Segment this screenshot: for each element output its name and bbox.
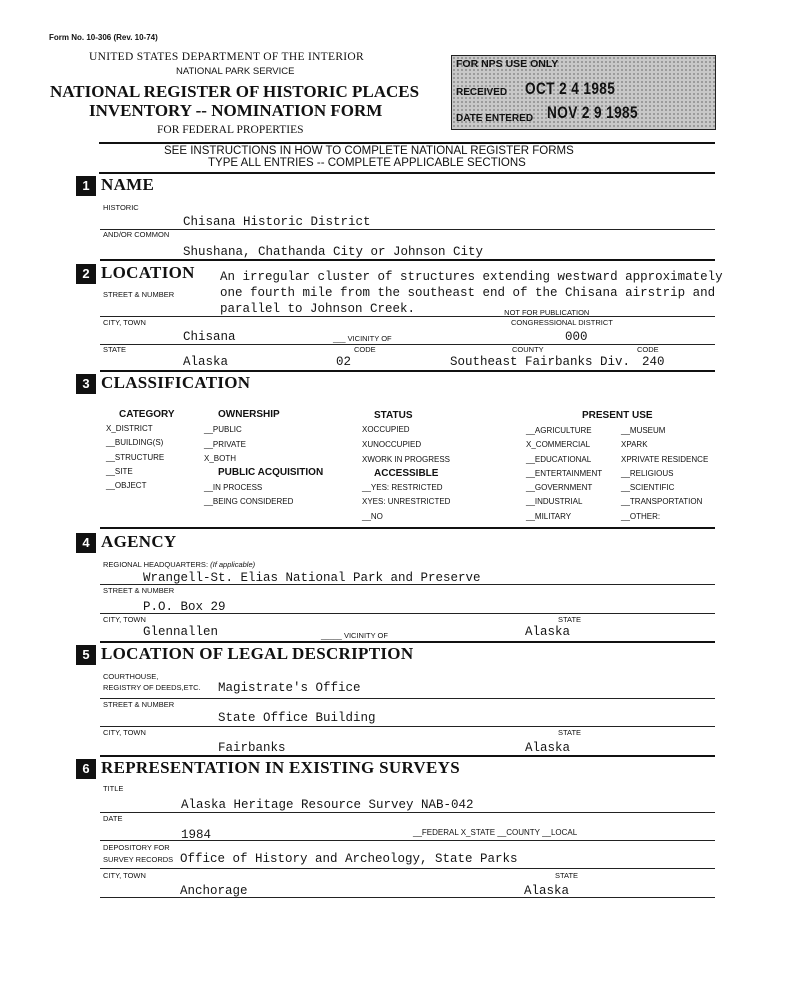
section-2-title: LOCATION: [101, 263, 195, 282]
category-item: __SITE: [106, 467, 133, 476]
service-heading: NATIONAL PARK SERVICE: [176, 66, 295, 77]
depository-value: Office of History and Archeology, State Parks: [180, 852, 518, 866]
use-item: XPARK: [621, 440, 648, 449]
regional-hq-note: (If applicable): [210, 560, 256, 569]
public-acquisition-heading: PUBLIC ACQUISITION: [218, 467, 324, 478]
historic-name-value: Chisana Historic District: [183, 215, 371, 229]
agency-street-value: P.O. Box 29: [143, 600, 226, 614]
not-for-publication: _NOT FOR PUBLICATION: [500, 308, 590, 317]
legal-city-label: CITY, TOWN: [103, 728, 146, 737]
use-item: __TRANSPORTATION: [621, 497, 703, 506]
ownership-heading: OWNERSHIP: [218, 409, 280, 420]
legal-state-label: STATE: [558, 728, 582, 737]
received-stamp: OCT 2 4 1985: [525, 79, 616, 98]
congressional-district-label: CONGRESSIONAL DISTRICT: [511, 318, 613, 327]
use-item: __OTHER:: [621, 512, 661, 521]
section-1-title: NAME: [101, 175, 155, 194]
use-item: __SCIENTIFIC: [621, 483, 675, 492]
accessible-item: __YES: RESTRICTED: [362, 483, 443, 492]
ownership-item: __PUBLIC: [204, 425, 242, 434]
agency-city-label: CITY, TOWN: [103, 615, 146, 624]
category-item: X_DISTRICT: [106, 424, 153, 433]
department-heading: UNITED STATES DEPARTMENT OF THE INTERIOR: [89, 51, 365, 63]
location-state-value: Alaska: [183, 355, 229, 369]
use-item: __INDUSTRIAL: [526, 497, 583, 506]
regional-hq-label-text: REGIONAL HEADQUARTERS:: [103, 560, 209, 569]
survey-date-label: DATE: [103, 814, 123, 823]
agency-state-label: STATE: [558, 615, 582, 624]
form-title-line2: INVENTORY -- NOMINATION FORM: [89, 101, 383, 120]
section-5-title: LOCATION OF LEGAL DESCRIPTION: [101, 644, 414, 663]
use-item: __MILITARY: [526, 512, 572, 521]
location-code-value: 02: [336, 355, 352, 369]
category-item: __STRUCTURE: [106, 453, 165, 462]
survey-city-label: CITY, TOWN: [103, 871, 146, 880]
location-city-label: CITY, TOWN: [103, 318, 146, 327]
location-county-label: COUNTY: [512, 345, 544, 354]
use-item: __RELIGIOUS: [621, 469, 674, 478]
congressional-district-value: 000: [565, 330, 588, 344]
courthouse-label-line2: REGISTRY OF DEEDS,ETC.: [103, 683, 201, 692]
present-use-heading: PRESENT USE: [582, 410, 653, 421]
use-item: __ENTERTAINMENT: [526, 469, 603, 478]
survey-date-value: 1984: [181, 828, 212, 842]
location-county-value: Southeast Fairbanks Div.: [450, 355, 631, 369]
courthouse-value: Magistrate's Office: [218, 681, 361, 695]
survey-state-value: Alaska: [524, 884, 570, 898]
use-item: __EDUCATIONAL: [526, 455, 592, 464]
form-subtitle: FOR FEDERAL PROPERTIES: [157, 124, 304, 136]
section-5-number: 5: [76, 645, 96, 665]
section-6-number: 6: [76, 759, 96, 779]
location-code-label: CODE: [354, 345, 376, 354]
agency-state-value: Alaska: [525, 625, 571, 639]
accessible-heading: ACCESSIBLE: [374, 468, 439, 479]
vicinity-label: ___ VICINITY OF: [333, 334, 392, 343]
category-item: __BUILDING(S): [106, 438, 164, 447]
location-state-label: STATE: [103, 345, 127, 354]
section-3-number: 3: [76, 374, 96, 394]
historic-label: HISTORIC: [103, 203, 139, 212]
use-item: __MUSEUM: [621, 426, 666, 435]
legal-state-value: Alaska: [525, 741, 571, 755]
instructions-text: SEE INSTRUCTIONS IN HOW TO COMPLETE NATIONAL REGISTER FORMS: [164, 145, 574, 157]
section-4-number: 4: [76, 533, 96, 553]
instructions-line2: TYPE ALL ENTRIES -- COMPLETE APPLICABLE SECTIONS: [208, 157, 526, 169]
category-heading: CATEGORY: [119, 409, 175, 420]
location-street-line3: parallel to Johnson Creek.: [220, 302, 416, 316]
location-code2-value: 240: [642, 355, 665, 369]
ownership-item: __PRIVATE: [204, 440, 246, 449]
acquisition-item: __BEING CONSIDERED: [204, 497, 294, 506]
acquisition-item: __IN PROCESS: [204, 483, 263, 492]
status-item: XOCCUPIED: [362, 425, 410, 434]
survey-city-value: Anchorage: [180, 884, 248, 898]
accessible-item: XYES: UNRESTRICTED: [362, 497, 451, 506]
location-code2-label: CODE: [637, 345, 659, 354]
regional-hq-value: Wrangell-St. Elias National Park and Preserve: [143, 571, 481, 585]
survey-title-label: TITLE: [103, 784, 124, 793]
legal-street-label: STREET & NUMBER: [103, 700, 175, 709]
survey-levels: __FEDERAL X_STATE __COUNTY __LOCAL: [413, 828, 578, 837]
common-name-label: AND/OR COMMON: [103, 230, 170, 239]
depository-label-line1: DEPOSITORY FOR: [103, 843, 170, 852]
instructions-line1: [164, 145, 574, 157]
legal-street-value: State Office Building: [218, 711, 376, 725]
section-6-title: REPRESENTATION IN EXISTING SURVEYS: [101, 758, 460, 777]
location-street-line1: An irregular cluster of structures extending westward approximately: [220, 270, 723, 284]
date-entered-stamp: NOV 2 9 1985: [547, 103, 638, 122]
use-item: X_COMMERCIAL: [526, 440, 591, 449]
received-label: RECEIVED: [456, 87, 508, 98]
nps-box-heading: FOR NPS USE ONLY: [456, 58, 559, 70]
accessible-item: __NO: [362, 512, 383, 521]
common-name-value: Shushana, Chathanda City or Johnson City: [183, 245, 484, 259]
location-street-label: STREET & NUMBER: [103, 290, 175, 299]
regional-hq-label: [103, 560, 255, 569]
use-item: __GOVERNMENT: [526, 483, 593, 492]
section-1-number: 1: [76, 176, 96, 196]
form-title-line1: NATIONAL REGISTER OF HISTORIC PLACES: [50, 82, 420, 101]
agency-city-value: Glennallen: [143, 625, 219, 639]
legal-city-value: Fairbanks: [218, 741, 286, 755]
courthouse-label-line1: COURTHOUSE,: [103, 672, 159, 681]
agency-street-label: STREET & NUMBER: [103, 586, 175, 595]
date-entered-label: DATE ENTERED: [456, 113, 534, 124]
location-street-line2: one fourth mile from the southeast end of the Chisana airstrip and: [220, 286, 716, 300]
section-2-number: 2: [76, 264, 96, 284]
nps-use-only-box: [451, 55, 716, 130]
status-heading: STATUS: [374, 410, 413, 421]
form-number: Form No. 10-306 (Rev. 10-74): [49, 33, 158, 42]
survey-title-value: Alaska Heritage Resource Survey NAB-042: [181, 798, 474, 812]
use-item: __AGRICULTURE: [526, 426, 592, 435]
section-4-title: AGENCY: [101, 532, 177, 551]
agency-vicinity-label: _____ VICINITY OF: [321, 631, 388, 640]
ownership-item: X_BOTH: [204, 454, 237, 463]
section-3-title: CLASSIFICATION: [101, 373, 251, 392]
use-item: XPRIVATE RESIDENCE: [621, 455, 709, 464]
location-city-value: Chisana: [183, 330, 236, 344]
depository-label-line2: SURVEY RECORDS: [103, 855, 174, 864]
survey-state-label: STATE: [555, 871, 579, 880]
category-item: __OBJECT: [106, 481, 147, 490]
status-item: XUNOCCUPIED: [362, 440, 422, 449]
status-item: XWORK IN PROGRESS: [362, 455, 451, 464]
